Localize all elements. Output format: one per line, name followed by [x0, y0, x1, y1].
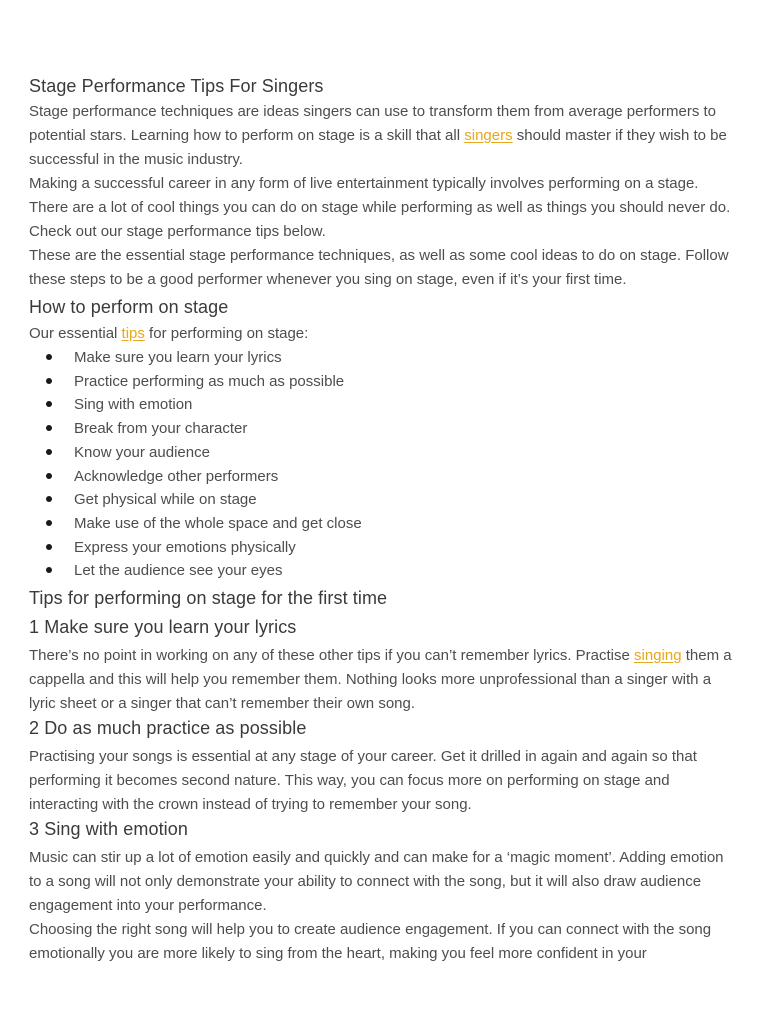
list-item-text: Acknowledge other performers [74, 467, 279, 485]
bullet-icon [46, 544, 52, 550]
intro-text-1b: should master if they wish to be successful in the music industry. [29, 127, 727, 168]
list-item [29, 488, 734, 512]
tips-lead-text-b: for performing on stage: [144, 325, 309, 342]
intro-paragraph-3: These are the essential stage performance techniques, as well as some cool ideas to do on stage. Follow these steps to be a good performer whenever you sing on stage, even if it’s your first time. [29, 247, 729, 288]
tips-list [29, 346, 734, 583]
list-item [29, 441, 734, 465]
list-item [29, 346, 734, 370]
section-1-text-a: There’s no point in working on any of these other tips if you can’t remember lyrics. Practise [29, 647, 635, 665]
section-3-paragraph: Music can stir up a lot of emotion easily and quickly and can make for a ‘magic moment’. Adding emotion to a song will not only demonstrate your ability to connect with the song, but it will also draw audience engagement into your performance. [29, 849, 724, 915]
section-2-heading: 2 Do as much practice as possible [29, 718, 307, 739]
list-item [29, 417, 734, 441]
tips-link[interactable]: tips [121, 325, 145, 342]
list-item-text: Make use of the whole space and get close [74, 514, 362, 532]
list-item [29, 559, 734, 583]
section-2-paragraph: Practising your songs is essential at any stage of your career. Get it drilled in again and again so that performing it becomes second nature. This way, you can focus more on performing on stage and interacting with the crown instead of trying to remember your song. [29, 748, 697, 814]
list-item-text: Know your audience [74, 443, 210, 461]
first-time-heading: Tips for performing on stage for the first time [29, 588, 388, 609]
intro-text-1a: Stage performance techniques are ideas singers can use to transform them from average performers to potential stars. Learning how to perform on stage is a skill that all [29, 103, 717, 144]
intro-paragraph-2: Making a successful career in any form of live entertainment typically involves performing on a stage. There are a lot of cool things you can do on stage while performing as well as things you should never do. Check out our stage performance tips below. [29, 175, 731, 240]
list-item [29, 536, 734, 560]
bullet-icon [46, 354, 52, 360]
how-to-heading: How to perform on stage [29, 297, 229, 317]
list-item [29, 512, 734, 536]
bullet-icon [46, 496, 52, 502]
bullet-icon [46, 520, 52, 526]
bullet-icon [46, 449, 52, 455]
section-3-paragraph-2: Choosing the right song will help you to create audience engagement. If you can connect with the song emotionally you are more likely to sing from the heart, making you feel more confident in your [29, 921, 712, 963]
list-item [29, 465, 734, 489]
list-item-text: Sing with emotion [74, 396, 193, 414]
section-3-heading: 3 Sing with emotion [29, 819, 188, 840]
tips-lead-text-a: Our essential [29, 325, 122, 342]
tips-lead-paragraph [29, 322, 734, 346]
article-title: Stage Performance Tips For Singers [29, 76, 324, 96]
bullet-icon [46, 567, 52, 573]
list-item-text: Practice performing as much as possible [74, 372, 345, 390]
list-item [29, 393, 734, 417]
bullet-icon [46, 378, 52, 384]
list-item [29, 370, 734, 394]
list-item-text: Express your emotions physically [74, 538, 296, 556]
bullet-icon [46, 425, 52, 431]
list-item-text: Break from your character [74, 420, 248, 438]
intro-paragraph-1 [29, 100, 734, 172]
singing-link[interactable]: singing [634, 647, 682, 665]
list-item-text: Get physical while on stage [74, 491, 257, 509]
section-1-heading: 1 Make sure you learn your lyrics [29, 617, 297, 638]
bullet-icon [46, 401, 52, 407]
section-1-paragraph [29, 644, 734, 716]
bullet-icon [46, 473, 52, 479]
list-item-text: Let the audience see your eyes [74, 562, 283, 580]
list-item-text: Make sure you learn your lyrics [74, 349, 282, 366]
singers-link[interactable]: singers [464, 127, 513, 144]
section-1-text-b: them a cappella and this will help you remember them. Nothing looks more unprofessional than a singer with a lyric sheet or a singer that can’t remember their own song. [29, 647, 732, 713]
